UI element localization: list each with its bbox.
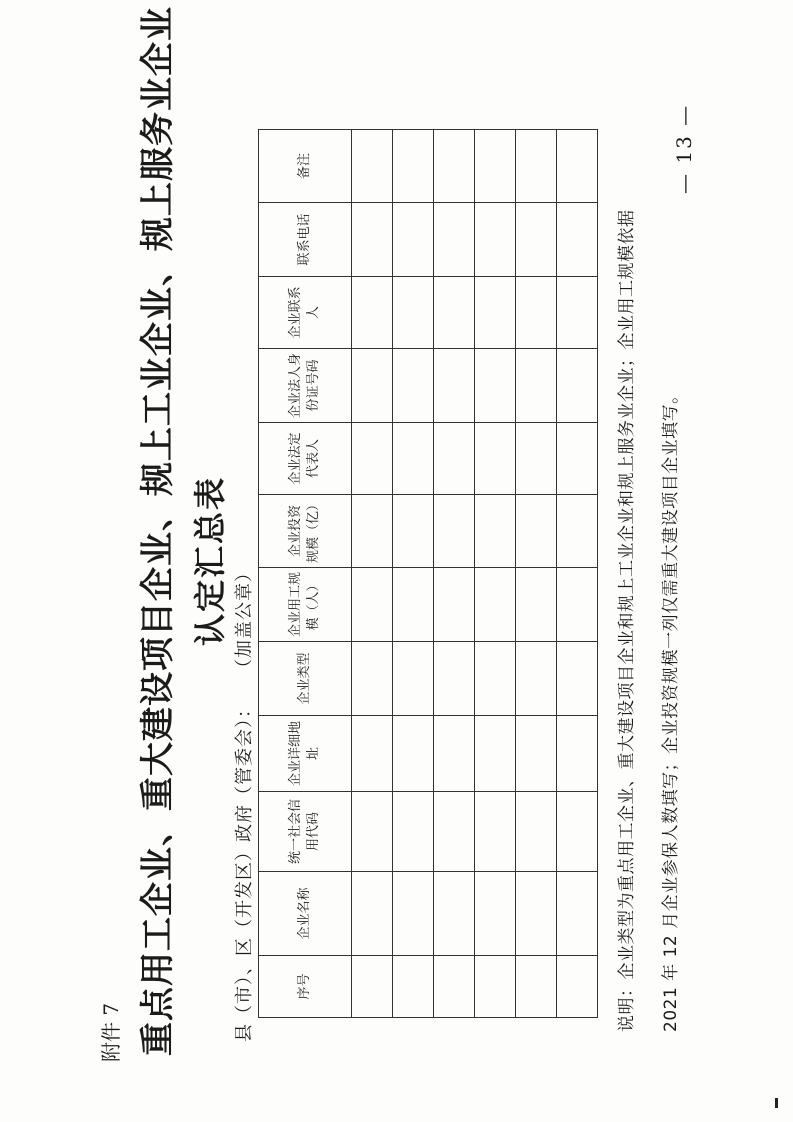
table-cell [393, 130, 434, 203]
table-row [434, 130, 475, 1018]
table-cell [475, 642, 516, 716]
table-cell [434, 642, 475, 716]
table-cell [393, 349, 434, 423]
table-cell [516, 495, 557, 568]
column-header: 企业类型 [259, 642, 352, 716]
table-cell [352, 495, 393, 568]
table-cell [475, 956, 516, 1018]
table-cell [516, 792, 557, 872]
table-cell [434, 716, 475, 792]
table-cell [516, 130, 557, 203]
table-row [475, 130, 516, 1018]
table-cell [475, 130, 516, 203]
title-line1-text: 重点用工企业、重大建设项目企业、规上工业企业、规上服务业企业 [138, 6, 178, 1056]
table-cell [516, 642, 557, 716]
table-cell [352, 956, 393, 1018]
note-line1: 说明：企业类型为重点用工企业、重大建设项目企业和规上工业企业和规上服务业企业；企业用工规模依据 [617, 209, 637, 1032]
table-cell [557, 423, 598, 495]
table-header-row [259, 130, 352, 1018]
page-number: — 13 — [672, 103, 696, 194]
table-cell [393, 792, 434, 872]
table-cell [557, 716, 598, 792]
table-cell [557, 792, 598, 872]
table-cell [475, 277, 516, 349]
subheader [230, 563, 256, 1042]
table-cell [557, 956, 598, 1018]
column-header: 备注 [259, 130, 352, 203]
column-header: 企业投资规模（亿） [259, 495, 352, 568]
column-header: 统一社会信用代码 [259, 792, 352, 872]
table-cell [475, 872, 516, 956]
document-title-line2: 认定汇总表 [191, 476, 229, 647]
table-cell [352, 423, 393, 495]
table-cell [557, 568, 598, 642]
table-cell [434, 495, 475, 568]
table-cell [434, 130, 475, 203]
table-cell [434, 792, 475, 872]
table-cell [393, 568, 434, 642]
table-cell [434, 568, 475, 642]
table-cell [557, 203, 598, 277]
document-title-line1 [130, 0, 179, 1122]
table-cell [352, 277, 393, 349]
table-cell [516, 277, 557, 349]
table-body [352, 130, 598, 1018]
table-cell [557, 277, 598, 349]
table-cell [393, 277, 434, 349]
table-cell [393, 872, 434, 956]
table-cell [434, 872, 475, 956]
scan-mark [775, 1098, 778, 1108]
column-header: 企业名称 [259, 872, 352, 956]
table-cell [557, 872, 598, 956]
table-cell [434, 349, 475, 423]
table-cell [352, 349, 393, 423]
table-cell [516, 956, 557, 1018]
table-cell [475, 349, 516, 423]
column-header: 企业用工规模（人） [259, 568, 352, 642]
table-cell [393, 203, 434, 277]
table-cell [557, 642, 598, 716]
column-header: 企业法人身份证号码 [259, 349, 352, 423]
table-cell [393, 716, 434, 792]
table-cell [475, 495, 516, 568]
table-cell [393, 642, 434, 716]
table-cell [516, 203, 557, 277]
column-header: 序号 [259, 956, 352, 1018]
column-header: 联系电话 [259, 203, 352, 277]
table-row [393, 130, 434, 1018]
table-cell [434, 956, 475, 1018]
table-row [352, 130, 393, 1018]
column-header: 企业联系人 [259, 277, 352, 349]
column-header: 企业详细地址 [259, 716, 352, 792]
subheader-seal-note: （加盖公章） [234, 563, 255, 677]
table-row [557, 130, 598, 1018]
table-cell [434, 423, 475, 495]
table-cell [516, 349, 557, 423]
column-header: 企业法定代表人 [259, 423, 352, 495]
table-cell [516, 716, 557, 792]
table-cell [475, 423, 516, 495]
subheader-jurisdiction: 县（市）、区（开发区）政府（管委会）： [234, 699, 255, 1042]
note-line2: 2021 年 12 月企业参保人数填写；企业投资规模一列仅需重大建设项目企业填写。 [661, 386, 681, 1032]
table-cell [434, 203, 475, 277]
table-cell [516, 872, 557, 956]
table-cell [352, 716, 393, 792]
table-cell [434, 277, 475, 349]
table-cell [557, 349, 598, 423]
table-cell [352, 130, 393, 203]
table-cell [557, 495, 598, 568]
table-cell [352, 203, 393, 277]
table-cell [475, 568, 516, 642]
table-cell [352, 872, 393, 956]
table-cell [352, 642, 393, 716]
table-row [516, 130, 557, 1018]
table-cell [475, 203, 516, 277]
table-cell [557, 130, 598, 203]
table-cell [352, 792, 393, 872]
table-cell [393, 495, 434, 568]
table-cell [475, 716, 516, 792]
table-cell [352, 568, 393, 642]
table-cell [393, 423, 434, 495]
attachment-label: 附件 7 [99, 1002, 123, 1062]
summary-table [258, 129, 598, 1018]
table-cell [516, 423, 557, 495]
table-cell [393, 956, 434, 1018]
table-cell [516, 568, 557, 642]
table-cell [475, 792, 516, 872]
